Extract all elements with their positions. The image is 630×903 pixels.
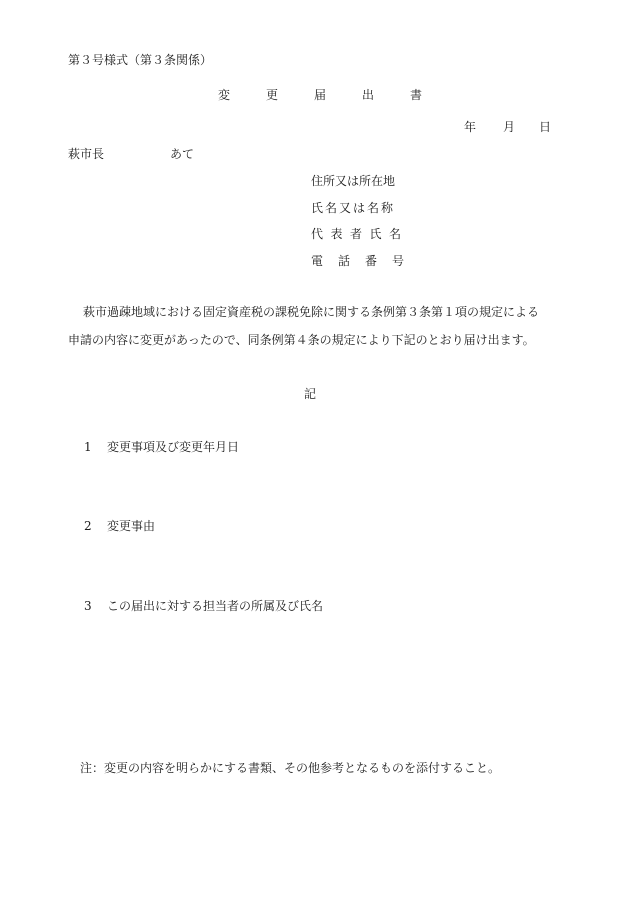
addressee-name: 萩市長 [68, 147, 105, 161]
item-text: 変更事項及び変更年月日 [107, 440, 240, 454]
document-title: 変更届出書 [218, 88, 459, 102]
applicant-phone-label: 電話番号 [311, 254, 420, 268]
date-month-label: 月 [503, 120, 516, 134]
date-year-label: 年 [464, 120, 477, 134]
ki-heading: 記 [304, 387, 317, 401]
applicant-name-label: 氏名又は名称 [311, 201, 396, 215]
item-text: この届出に対する担当者の所属及び氏名 [107, 599, 324, 613]
item-number: 3 [84, 599, 92, 613]
applicant-address-label: 住所又は所在地 [311, 174, 396, 188]
addressee-suffix: あて [170, 147, 195, 161]
body-text-line-2: 申請の内容に変更があったので、同条例第４条の規定により下記のとおり届け出ます。 [68, 333, 535, 347]
body-text-line-1: 萩市過疎地域における固定資産税の課税免除に関する条例第３条第１項の規定による [83, 305, 540, 319]
form-number: 第３号様式（第３条関係） [68, 53, 213, 67]
item-number: 2 [84, 519, 92, 533]
note-text: 注：変更の内容を明らかにする書類、その他参考となるものを添付すること。 [80, 761, 501, 775]
date-day-label: 日 [539, 120, 552, 134]
applicant-representative-label: 代表者氏名 [311, 227, 409, 241]
item-number: 1 [84, 440, 92, 454]
item-text: 変更事由 [107, 519, 156, 533]
